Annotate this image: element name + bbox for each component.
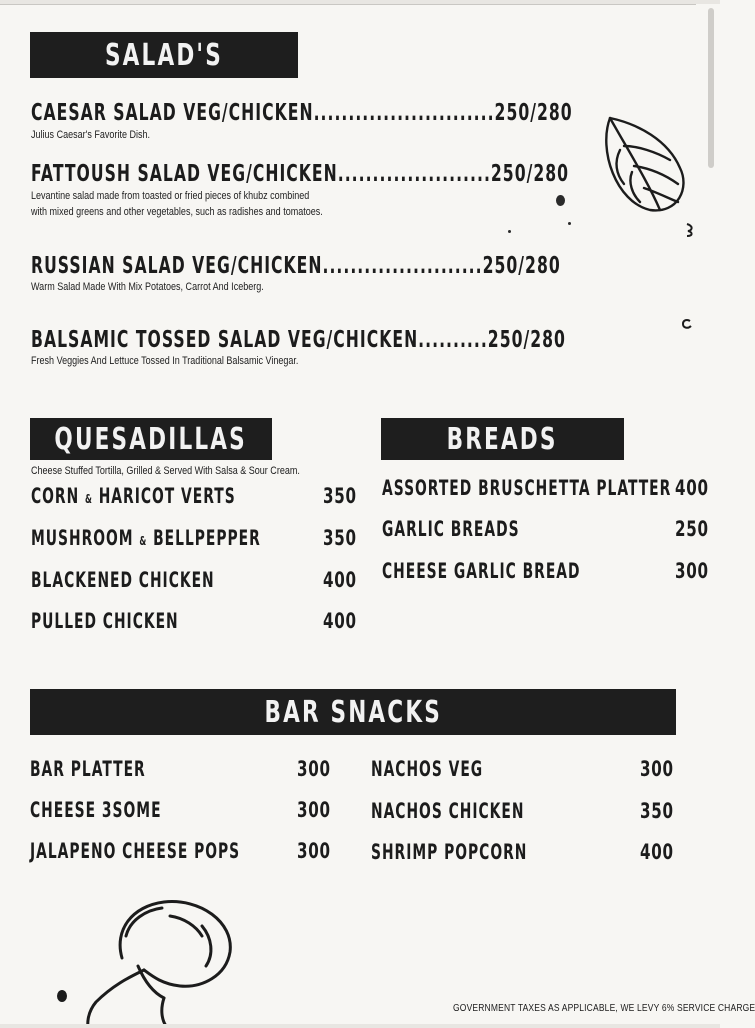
- menu-item-name: CORN & HARICOT VERTS: [31, 484, 236, 508]
- leaf-icon: [598, 110, 694, 216]
- menu-item-price: 400: [640, 840, 674, 864]
- decorative-curl: [681, 318, 693, 330]
- menu-item-price: 350: [640, 799, 674, 823]
- salad-item-desc: Warm Salad Made With Mix Potatoes, Carrot And Iceberg.: [31, 281, 264, 293]
- page-divider: [0, 4, 696, 5]
- menu-item-price: 300: [297, 839, 331, 863]
- bar-snacks-header-text: BAR SNACKS: [264, 694, 442, 730]
- quesadillas-note: Cheese Stuffed Tortilla, Grilled & Served With Salsa & Sour Cream.: [31, 465, 300, 477]
- menu-item-name: NACHOS VEG: [371, 757, 484, 781]
- menu-item-name: NACHOS CHICKEN: [371, 799, 525, 823]
- menu-item-price: 300: [297, 757, 331, 781]
- menu-item-name: JALAPENO CHEESE POPS: [30, 839, 241, 863]
- menu-item-name: CHEESE GARLIC BREAD: [382, 559, 581, 583]
- menu-item-price: 400: [323, 609, 357, 633]
- salad-item-title: RUSSIAN SALAD VEG/CHICKEN.......................250/280: [31, 253, 561, 279]
- decorative-speck: [568, 222, 571, 225]
- quesadillas-header-text: QUESADILLAS: [54, 421, 248, 457]
- salad-item-desc: Levantine salad made from toasted or fried pieces of khubz combined: [31, 190, 310, 202]
- menu-item-price: 300: [297, 798, 331, 822]
- salads-header-text: SALAD'S: [105, 37, 223, 73]
- menu-item-name: SHRIMP POPCORN: [371, 840, 528, 864]
- menu-item-price: 350: [323, 526, 357, 550]
- menu-item-name: BLACKENED CHICKEN: [31, 568, 215, 592]
- page-bottom-edge: [0, 1024, 720, 1028]
- decorative-speck: [556, 195, 565, 206]
- menu-item-name: MUSHROOM & BELLPEPPER: [31, 526, 261, 550]
- bar-snacks-header: [30, 689, 676, 735]
- tax-note: GOVERNMENT TAXES AS APPLICABLE, WE LEVY 6% SERVICE CHARGE: [453, 1003, 755, 1014]
- menu-item-name: PULLED CHICKEN: [31, 609, 179, 633]
- menu-item-name: ASSORTED BRUSCHETTA PLATTER: [382, 476, 672, 500]
- breads-header-text: BREADS: [446, 421, 559, 457]
- menu-item-name: GARLIC BREADS: [382, 517, 520, 541]
- menu-item-price: 300: [675, 559, 709, 583]
- salad-item-desc: Fresh Veggies And Lettuce Tossed In Traditional Balsamic Vinegar.: [31, 355, 299, 367]
- salads-header: [30, 32, 298, 78]
- menu-item-price: 250: [675, 517, 709, 541]
- scrollbar[interactable]: [708, 8, 714, 168]
- menu-item-price: 400: [675, 476, 709, 500]
- menu-item-price: 400: [323, 568, 357, 592]
- decorative-curl: [685, 222, 695, 238]
- breads-header: [381, 418, 624, 460]
- decorative-speck: [508, 230, 511, 233]
- menu-item-name: CHEESE 3SOME: [30, 798, 162, 822]
- salad-item-title: FATTOUSH SALAD VEG/CHICKEN......................250/280: [31, 161, 570, 187]
- menu-item-price: 350: [323, 484, 357, 508]
- salad-item-desc: with mixed greens and other vegetables, such as radishes and tomatoes.: [31, 206, 323, 218]
- quesadillas-header: [30, 418, 272, 460]
- salad-item-title: CAESAR SALAD VEG/CHICKEN..........................250/280: [31, 100, 573, 126]
- menu-item-name: BAR PLATTER: [30, 757, 146, 781]
- menu-item-price: 300: [640, 757, 674, 781]
- salad-item-desc: Julius Caesar's Favorite Dish.: [31, 129, 151, 141]
- mushroom-icon: [52, 896, 252, 1026]
- salad-item-title: BALSAMIC TOSSED SALAD VEG/CHICKEN..........250/280: [31, 327, 566, 353]
